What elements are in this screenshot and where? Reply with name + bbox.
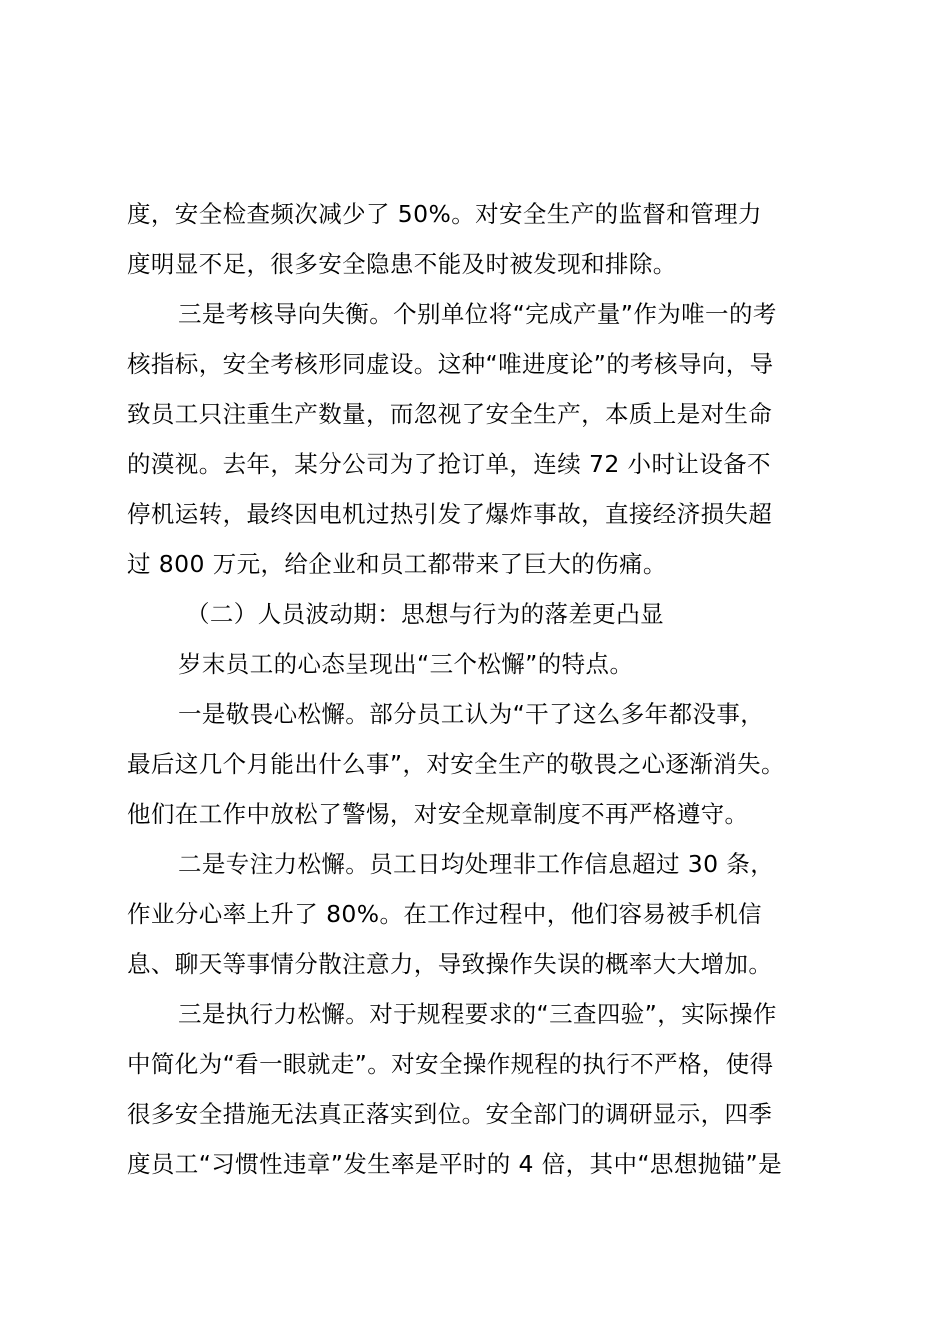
paragraph-start: 二是专注力松懈。员工日均处理非工作信息超过 30 条， bbox=[178, 850, 775, 878]
text-line: 度，安全检查频次减少了 50%。对安全生产的监督和管理力 bbox=[127, 200, 762, 228]
text-line: 过 800 万元，给企业和员工都带来了巨大的伤痛。 bbox=[127, 550, 667, 578]
text-line: 度员工“习惯性违章”发生率是平时的 4 倍，其中“思想抛锚”是 bbox=[127, 1150, 782, 1178]
text-line: 最后这几个月能出什么事”，对安全生产的敬畏之心逐渐消失。 bbox=[127, 750, 785, 778]
text-line: 核指标，安全考核形同虚设。这种“唯进度论”的考核导向，导 bbox=[127, 350, 774, 378]
text-line: 致员工只注重生产数量，而忽视了安全生产，本质上是对生命 bbox=[127, 400, 773, 428]
paragraph-start: 一是敬畏心松懈。部分员工认为“干了这么多年都没事， bbox=[178, 700, 765, 728]
text-line: 很多安全措施无法真正落实到位。安全部门的调研显示，四季 bbox=[127, 1100, 773, 1128]
section-heading: （二）人员波动期：思想与行为的落差更凸显 bbox=[186, 600, 664, 628]
text-line: 息、聊天等事情分散注意力，导致操作失误的概率大大增加。 bbox=[127, 950, 773, 978]
text-line: 作业分心率上升了 80%。在工作过程中，他们容易被手机信 bbox=[127, 900, 762, 928]
text-line: 的漠视。去年，某分公司为了抢订单，连续 72 小时让设备不 bbox=[127, 450, 771, 478]
paragraph-start: 岁末员工的心态呈现出“三个松懈”的特点。 bbox=[178, 650, 634, 678]
text-line: 中简化为“看一眼就走”。对安全操作规程的执行不严格，使得 bbox=[127, 1050, 774, 1078]
paragraph-start: 三是执行力松懈。对于规程要求的“三查四验”，实际操作 bbox=[178, 1000, 777, 1028]
text-line: 停机运转，最终因电机过热引发了爆炸事故，直接经济损失超 bbox=[127, 500, 773, 528]
text-line: 他们在工作中放松了警惕，对安全规章制度不再严格遵守。 bbox=[127, 800, 749, 828]
text-line: 度明显不足，很多安全隐患不能及时被发现和排除。 bbox=[127, 250, 677, 278]
paragraph-start: 三是考核导向失衡。个别单位将“完成产量”作为唯一的考 bbox=[178, 300, 777, 328]
